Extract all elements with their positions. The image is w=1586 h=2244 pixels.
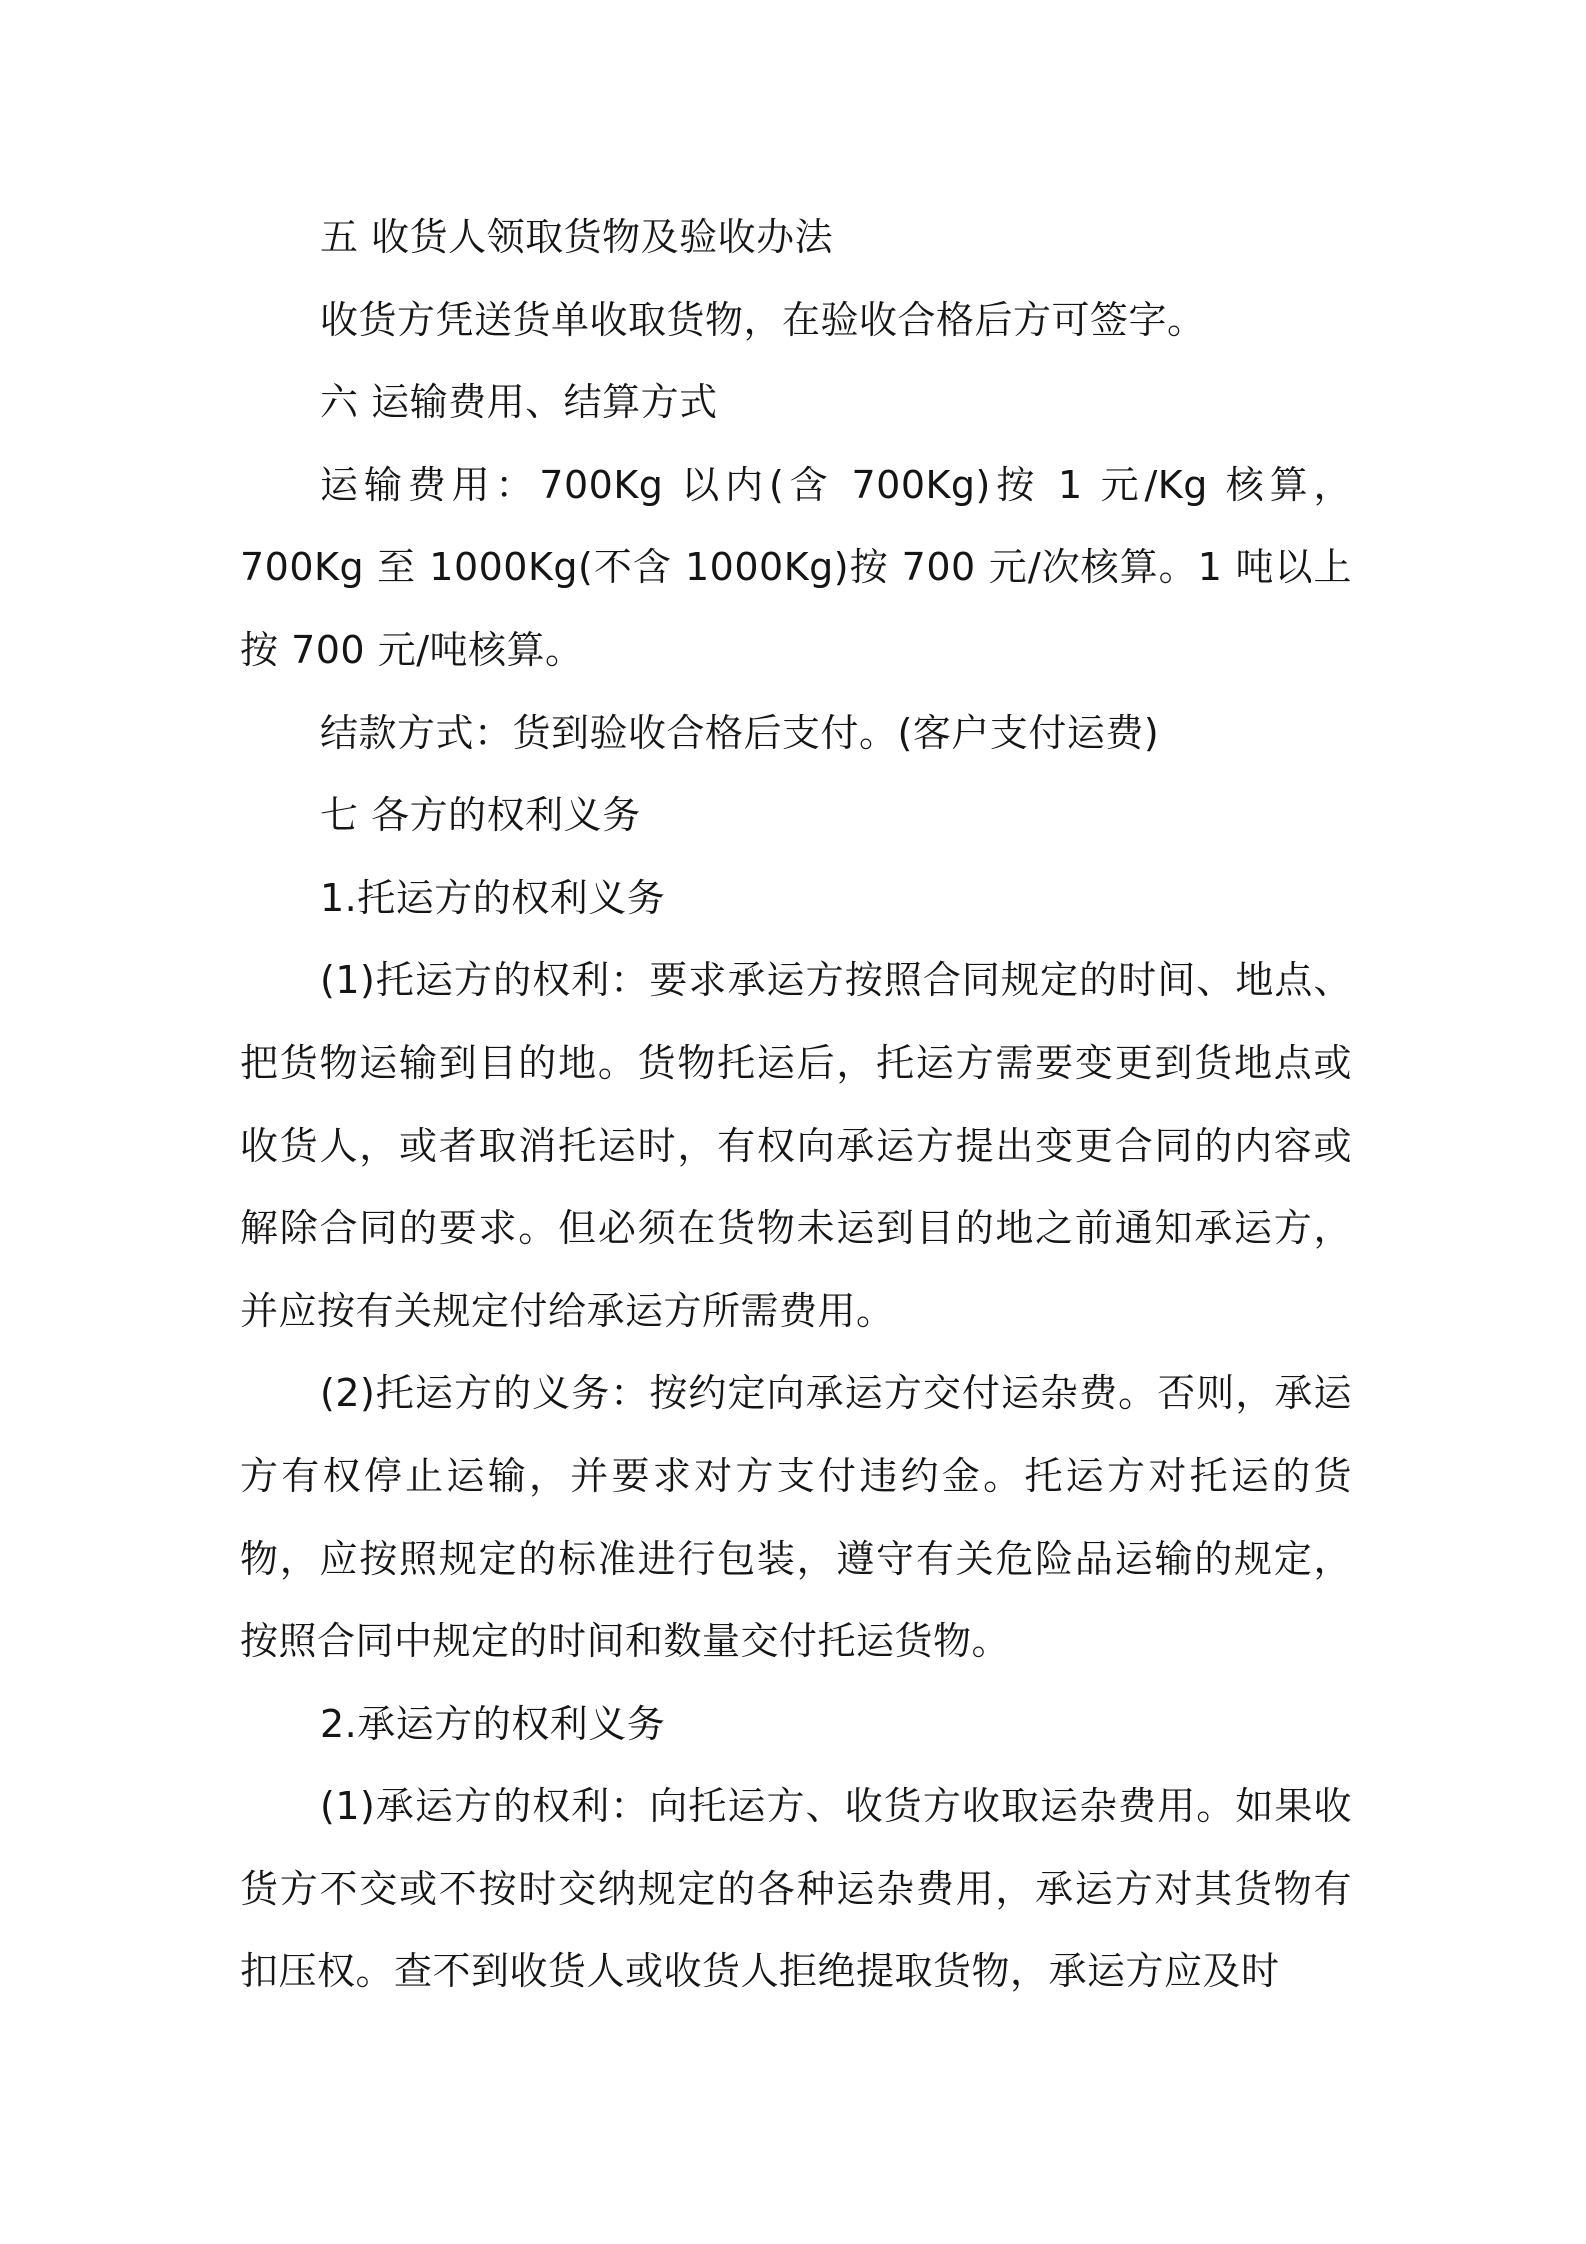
section-five-heading: 五 收货人领取货物及验收办法 [320,215,834,259]
transport-fee-paragraph: 运输费用：700Kg 以内(含 700Kg)按 1 元/Kg 核算，700Kg 至 1000Kg(不含 1000Kg)按 700 元/次核算。1 吨以上按 700 元/吨核算。 [240,462,1352,672]
shipper-rights-paragraph: (1)托运方的权利：要求承运方按照合同规定的时间、地点、把货物运输到目的地。货物托运后，托运方需要变更到货地点或收货人，或者取消托运时，有权向承运方提出变更合同的内容或解除合同的要求。但必须在货物未运到目的地之前通知承运方，并应按有关规定付给承运方所需费用。 [240,958,1352,1333]
shipper-rights-subheading: 1.托运方的权利义务 [320,875,666,920]
section-six-heading: 六 运输费用、结算方式 [320,380,718,425]
section-seven-heading: 七 各方的权利义务 [320,793,641,838]
carrier-rights-paragraph: (1)承运方的权利：向托运方、收货方收取运杂费用。如果收货方不交或不按时交纳规定的各种运杂费用，承运方对其货物有扣压权。查不到收货人或收货人拒绝提取货物，承运方应及时 [240,1784,1352,1994]
shipper-obligations-paragraph: (2)托运方的义务：按约定向承运方交付运杂费。否则，承运方有权停止运输，并要求对方支付违约金。托运方对托运的货物，应按照规定的标准进行包装，遵守有关危险品运输的规定，按照合同中规定的时间和数量交付托运货物。 [240,1371,1352,1664]
document-body [240,196,1352,2013]
receiving-method-paragraph: 收货方凭送货单收取货物，在验收合格后方可签字。 [320,297,1206,342]
carrier-rights-subheading: 2.承运方的权利义务 [320,1701,666,1746]
payment-method-paragraph: 结款方式：货到验收合格后支付。(客户支付运费) [320,710,1160,755]
